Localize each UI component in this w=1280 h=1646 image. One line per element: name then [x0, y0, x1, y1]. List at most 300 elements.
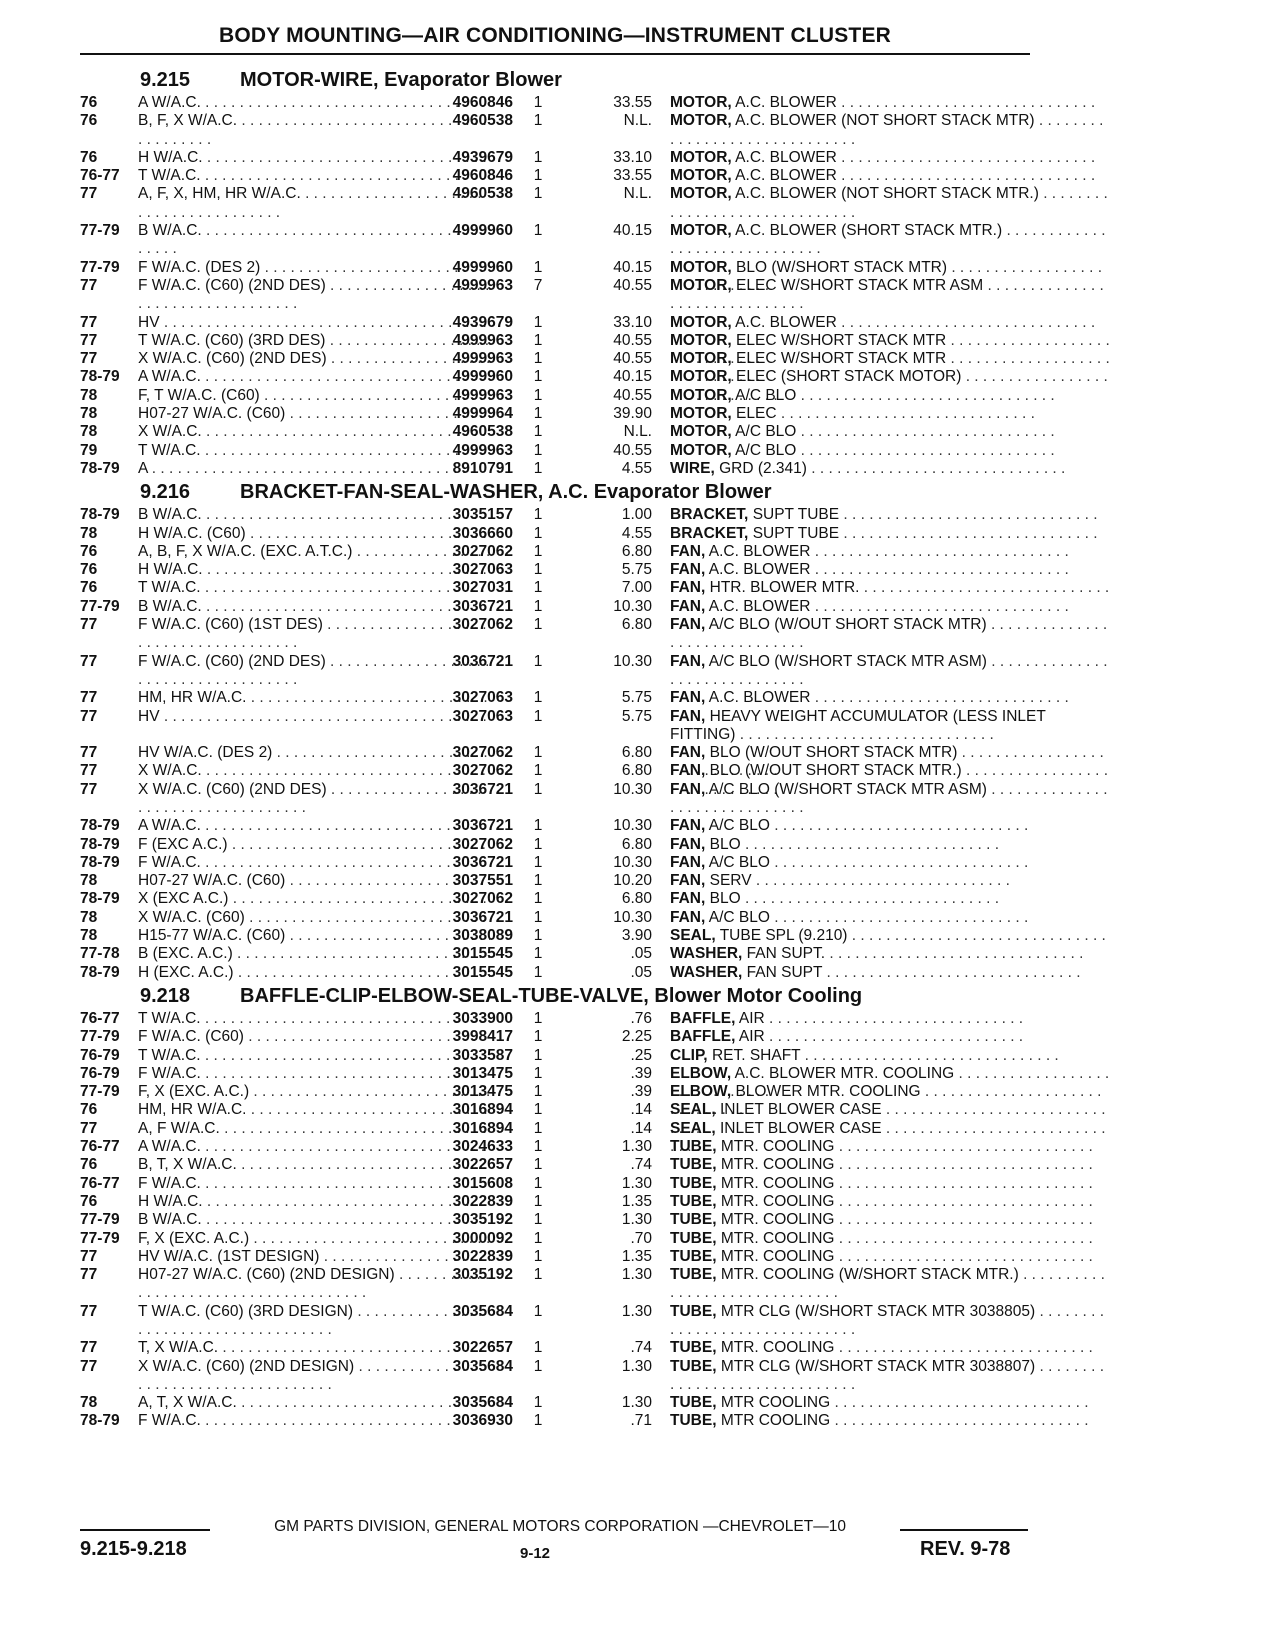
year-cell: 77 [80, 616, 98, 634]
table-row [80, 185, 1040, 222]
part-number-cell: 3027063 [452, 561, 513, 579]
part-name: TUBE, [670, 1211, 717, 1229]
quantity-cell: 1 [533, 313, 543, 331]
section-number: 9.215 [140, 69, 191, 91]
part-description: INLET BLOWER CASE [719, 1101, 882, 1119]
part-description: MTR. COOLING [720, 1247, 835, 1265]
model-cell: A . . . [138, 460, 490, 478]
model-cell: F, T W/A.C. (C60) . . . [138, 387, 490, 405]
part-description: A.C. BLOWER [708, 561, 811, 579]
part-name: MOTOR, [670, 405, 732, 423]
part-number-cell: 4999963 [452, 276, 513, 294]
part-description: A.C. BLOWER [708, 689, 811, 707]
table-row [80, 909, 1040, 927]
quantity-cell: 1 [533, 597, 543, 615]
part-name: ELBOW, [670, 1064, 732, 1082]
price-cell: 40.55 [613, 331, 652, 349]
year-cell: 76 [80, 1101, 98, 1119]
quantity-cell: 1 [533, 1302, 543, 1320]
year-cell: 76 [80, 542, 98, 560]
price-cell: .05 [630, 945, 652, 963]
year-cell: 77 [80, 1266, 98, 1284]
quantity-cell: 1 [533, 1266, 543, 1284]
table-row [80, 350, 1040, 368]
price-cell: 33.55 [613, 94, 652, 111]
description-cell [670, 167, 1110, 185]
model-cell: X (EXC A.C.) . . . [138, 890, 490, 908]
part-number-cell: 3035684 [452, 1394, 513, 1412]
part-number-cell: 3015545 [452, 945, 513, 963]
part-name: BAFFLE, [670, 1028, 736, 1046]
model-cell: F W/A.C. (C60) (1ST DES) . . . [138, 616, 490, 653]
description-cell [670, 1211, 1110, 1229]
table-row [80, 1193, 1040, 1211]
part-name: FAN, [670, 908, 706, 926]
part-name: FAN, [670, 762, 706, 780]
description-cell [670, 1193, 1110, 1211]
price-cell: .39 [630, 1064, 652, 1082]
quantity-cell: 1 [533, 689, 543, 707]
part-name: CLIP, [670, 1046, 708, 1064]
table-row [80, 653, 1040, 690]
year-cell: 78-79 [80, 817, 120, 835]
quantity-cell: 1 [533, 1192, 543, 1210]
table-row [80, 707, 1046, 745]
price-cell: .74 [630, 1156, 652, 1174]
description-cell [670, 836, 1110, 854]
model-cell: F W/A.C. (C60) (2ND DES) . . . [138, 653, 490, 690]
part-name: FAN, [670, 835, 706, 853]
part-description: MTR CLG (W/SHORT STACK MTR 3038805) [720, 1302, 1036, 1320]
part-description: A.C. BLOWER [735, 167, 837, 185]
price-cell: 10.30 [613, 817, 652, 835]
part-name: MOTOR, [670, 313, 732, 331]
part-description: GRD (2.341) [719, 459, 807, 477]
model-cell: F W/A.C. . . . [138, 854, 490, 872]
price-cell: 4.55 [621, 524, 652, 542]
description-cell [670, 277, 1110, 314]
table-row [80, 872, 1040, 890]
description-cell [670, 945, 1110, 963]
part-number-cell: 3024633 [452, 1138, 513, 1156]
model-cell: HM, HR W/A.C. . . . [138, 1101, 490, 1119]
model-cell: H W/A.C. (C60) . . . [138, 525, 490, 543]
table-row [80, 525, 1040, 543]
quantity-cell: 1 [533, 1119, 543, 1137]
price-cell: 5.75 [621, 707, 652, 725]
table-row [80, 1175, 1040, 1193]
table-row [80, 1010, 1040, 1028]
part-description: BLO [709, 835, 741, 853]
year-cell: 76 [80, 579, 98, 597]
quantity-cell: 1 [533, 1174, 543, 1192]
table-row [80, 222, 1040, 259]
part-description: BLO (W/SHORT STACK MTR) [736, 258, 948, 276]
section-heading [80, 478, 1040, 506]
price-cell: 6.80 [621, 744, 652, 762]
quantity-cell: 1 [533, 963, 543, 981]
footer-publisher: GM PARTS DIVISION, GENERAL MOTORS CORPORATION —CHEVROLET—10 [274, 1518, 846, 1535]
price-cell: .76 [630, 1009, 652, 1027]
table-row [80, 405, 1040, 423]
year-cell: 77 [80, 313, 98, 331]
model-cell: F W/A.C. . . . [138, 1065, 490, 1083]
part-number-cell: 4939679 [452, 148, 513, 166]
table-row [80, 94, 1040, 112]
year-cell: 78 [80, 1394, 98, 1412]
model-cell: A, B, F, X W/A.C. (EXC. A.T.C.) . . . [138, 543, 490, 561]
part-name: MOTOR, [670, 167, 732, 185]
part-description: ELEC W/SHORT STACK MTR ASM [736, 276, 984, 294]
part-name: WASHER, [670, 945, 743, 963]
part-description: HEAVY WEIGHT ACCUMULATOR (LESS INLET FITTING) [670, 707, 1046, 743]
model-cell: B W/A.C. . . . [138, 506, 490, 524]
part-name: SEAL, [670, 927, 716, 945]
part-number-cell: 3036721 [452, 597, 513, 615]
table-row [80, 1047, 1040, 1065]
description-cell [670, 781, 1110, 818]
table-row [80, 1412, 1040, 1430]
part-description: SUPT TUBE [752, 506, 840, 524]
part-name: TUBE, [670, 1229, 717, 1247]
year-cell: 77 [80, 652, 98, 670]
quantity-cell: 1 [533, 579, 543, 597]
table-row [80, 423, 1040, 441]
model-cell: B W/A.C. . . . [138, 1211, 490, 1229]
part-number-cell: 3022839 [452, 1247, 513, 1265]
description-cell [670, 1028, 1110, 1046]
part-name: MOTOR, [670, 185, 732, 203]
model-cell: T W/A.C. . . . [138, 1010, 490, 1028]
part-name: MOTOR, [670, 276, 732, 294]
quantity-cell: 1 [533, 1009, 543, 1027]
model-cell: T W/A.C. (C60) (3RD DESIGN) . . . [138, 1303, 490, 1340]
model-cell: HV W/A.C. (DES 2) . . . [138, 744, 490, 762]
model-cell: B W/A.C. . . . [138, 598, 490, 616]
description-cell [670, 1175, 1110, 1193]
part-name: TUBE, [670, 1156, 717, 1174]
year-cell: 77 [80, 1247, 98, 1265]
part-description: A/C BLO (W/OUT SHORT STACK MTR) [708, 616, 987, 634]
price-cell: 3.90 [621, 927, 652, 945]
table-row [80, 836, 1040, 854]
model-cell: X W/A.C. . . . [138, 762, 490, 780]
year-cell: 76-77 [80, 1138, 120, 1156]
quantity-cell: 1 [533, 853, 543, 871]
table-row [80, 781, 1040, 818]
quantity-cell: 1 [533, 94, 543, 111]
year-cell: 76-79 [80, 1046, 120, 1064]
year-cell: 77-79 [80, 258, 120, 276]
table-row [80, 561, 1040, 579]
part-number-cell: 3015545 [452, 963, 513, 981]
part-description: MTR. COOLING [720, 1174, 835, 1192]
year-cell: 78 [80, 386, 98, 404]
part-name: FAN, [670, 707, 706, 725]
price-cell: N.L. [623, 185, 652, 203]
part-name: FAN, [670, 689, 706, 707]
price-cell: 1.35 [621, 1247, 652, 1265]
part-description: A/C BLO [735, 386, 797, 404]
model-cell: X W/A.C. . . . [138, 423, 490, 441]
quantity-cell: 1 [533, 1138, 543, 1156]
quantity-cell: 1 [533, 927, 543, 945]
description-cell [670, 222, 1110, 259]
part-name: TUBE, [670, 1138, 717, 1156]
model-cell: A, T, X W/A.C. . . . [138, 1394, 490, 1412]
part-name: MOTOR, [670, 258, 732, 276]
part-name: TUBE, [670, 1302, 717, 1320]
year-cell: 77 [80, 762, 98, 780]
table-row [80, 1394, 1040, 1412]
part-number-cell: 3022657 [452, 1156, 513, 1174]
quantity-cell: 1 [533, 506, 543, 524]
part-name: SEAL, [670, 1119, 716, 1137]
part-description: A.C. BLOWER MTR. COOLING [734, 1064, 955, 1082]
year-cell: 76-77 [80, 1174, 120, 1192]
part-description: A/C BLO [708, 817, 770, 835]
year-cell: 76-79 [80, 1064, 120, 1082]
description-cell [670, 1358, 1110, 1395]
model-cell: T, X W/A.C. . . . [138, 1339, 490, 1357]
part-name: TUBE, [670, 1266, 717, 1284]
table-row [80, 442, 1040, 460]
part-number-cell: 3035192 [452, 1211, 513, 1229]
part-number-cell: 3027062 [452, 762, 513, 780]
footer-rule-left [80, 1529, 210, 1531]
quantity-cell: 1 [533, 185, 543, 203]
quantity-cell: 1 [533, 459, 543, 477]
description-cell [670, 423, 1110, 441]
model-cell: HV W/A.C. (1ST DESIGN) . . . [138, 1248, 490, 1266]
part-number-cell: 3033587 [452, 1046, 513, 1064]
year-cell: 76 [80, 1156, 98, 1174]
model-cell: T W/A.C. (C60) (3RD DES) . . . [138, 332, 490, 350]
section-heading [80, 66, 1040, 94]
table-row [80, 1266, 1040, 1303]
description-cell [670, 653, 1110, 690]
part-number-cell: 3035192 [452, 1266, 513, 1284]
part-description: A.C. BLOWER [735, 148, 837, 166]
table-row [80, 762, 1040, 780]
part-number-cell: 4960538 [452, 185, 513, 203]
part-number-cell: 3022657 [452, 1339, 513, 1357]
quantity-cell: 1 [533, 524, 543, 542]
price-cell: 10.30 [613, 597, 652, 615]
quantity-cell: 1 [533, 441, 543, 459]
year-cell: 78 [80, 872, 98, 890]
table-row [80, 579, 1040, 597]
quantity-cell: 1 [533, 908, 543, 926]
part-description: FAN SUPT. [746, 945, 826, 963]
year-cell: 77 [80, 689, 98, 707]
table-row [80, 689, 1040, 707]
part-number-cell: 4999963 [452, 441, 513, 459]
part-description: MTR CLG (W/SHORT STACK MTR 3038807) [720, 1357, 1036, 1375]
description-cell [670, 112, 1110, 149]
part-number-cell: 8910791 [452, 459, 513, 477]
price-cell: N.L. [623, 112, 652, 130]
year-cell: 78-79 [80, 853, 120, 871]
year-cell: 76 [80, 148, 98, 166]
quantity-cell: 1 [533, 1156, 543, 1174]
description-cell [670, 872, 1110, 890]
table-row [80, 387, 1040, 405]
part-description: A.C. BLOWER (NOT SHORT STACK MTR) [735, 112, 1035, 130]
year-cell: 77-79 [80, 597, 120, 615]
part-name: MOTOR, [670, 148, 732, 166]
price-cell: .74 [630, 1339, 652, 1357]
price-cell: 1.30 [621, 1138, 652, 1156]
description-cell [670, 1156, 1110, 1174]
model-cell: A W/A.C. . . . [138, 817, 490, 835]
description-cell [670, 460, 1110, 478]
description-cell [670, 525, 1110, 543]
part-number-cell: 4999963 [452, 331, 513, 349]
part-description: MTR COOLING [720, 1394, 831, 1412]
model-cell: A W/A.C. . . . [138, 368, 490, 386]
model-cell: HV . . . [138, 708, 490, 745]
part-number-cell: 3036721 [452, 908, 513, 926]
description-cell [670, 909, 1110, 927]
quantity-cell: 1 [533, 1028, 543, 1046]
quantity-cell: 1 [533, 405, 543, 423]
table-row [80, 1339, 1040, 1357]
table-row [80, 259, 1040, 277]
model-cell: F W/A.C. . . . [138, 1412, 490, 1430]
part-number-cell: 3027063 [452, 707, 513, 725]
table-row [80, 277, 1040, 314]
description-cell [670, 561, 1110, 579]
part-description: A/C BLO [708, 908, 770, 926]
model-cell: HV . . . [138, 314, 490, 332]
year-cell: 77 [80, 331, 98, 349]
description-cell [670, 1047, 1110, 1065]
price-cell: 6.80 [621, 890, 652, 908]
part-number-cell: 4999963 [452, 350, 513, 368]
footer-section-range: 9.215-9.218 [80, 1538, 187, 1560]
price-cell: 10.20 [613, 872, 652, 890]
quantity-cell: 1 [533, 542, 543, 560]
year-cell: 77 [80, 744, 98, 762]
table-row [80, 1028, 1040, 1046]
model-cell: F, X (EXC. A.C.) . . . [138, 1230, 490, 1248]
quantity-cell: 1 [533, 1247, 543, 1265]
part-name: FAN, [670, 597, 706, 615]
part-number-cell: 3035157 [452, 506, 513, 524]
price-cell: .14 [630, 1101, 652, 1119]
table-row [80, 1065, 1040, 1083]
model-cell: B, T, X W/A.C. . . . [138, 1156, 490, 1174]
part-description: A.C. BLOWER [735, 94, 837, 111]
model-cell: A W/A.C. . . . [138, 94, 490, 112]
part-description: A.C. BLOWER (SHORT STACK MTR.) [735, 222, 1003, 240]
year-cell: 78 [80, 524, 98, 542]
price-cell: 6.80 [621, 762, 652, 780]
quantity-cell: 1 [533, 1229, 543, 1247]
part-description: MTR. COOLING [720, 1156, 835, 1174]
part-name: FAN, [670, 561, 706, 579]
footer-rule-right [900, 1529, 1028, 1531]
quantity-cell: 1 [533, 1101, 543, 1119]
model-cell: T W/A.C. . . . [138, 442, 490, 460]
part-number-cell: 3027062 [452, 542, 513, 560]
part-number-cell: 3035684 [452, 1357, 513, 1375]
price-cell: 1.30 [621, 1174, 652, 1192]
table-row [80, 1248, 1040, 1266]
part-number-cell: 3035684 [452, 1302, 513, 1320]
year-cell: 76 [80, 561, 98, 579]
part-name: FAN, [670, 780, 706, 798]
part-number-cell: 3027062 [452, 890, 513, 908]
price-cell: 1.30 [621, 1266, 652, 1284]
part-number-cell: 4999963 [452, 386, 513, 404]
description-cell [670, 94, 1110, 112]
part-description: FAN SUPT [746, 963, 823, 981]
quantity-cell: 1 [533, 872, 543, 890]
description-cell [670, 964, 1110, 982]
part-name: TUBE, [670, 1174, 717, 1192]
part-number-cell: 3027062 [452, 835, 513, 853]
price-cell: 10.30 [613, 652, 652, 670]
table-row [80, 817, 1040, 835]
year-cell: 78-79 [80, 368, 120, 386]
description-cell [670, 387, 1110, 405]
model-cell: X W/A.C. (C60) (2ND DES) . . . [138, 350, 490, 368]
part-name: ELBOW, [670, 1083, 732, 1101]
year-cell: 76-77 [80, 167, 120, 185]
description-cell [670, 442, 1110, 460]
price-cell: 2.25 [621, 1028, 652, 1046]
price-cell: 33.10 [613, 313, 652, 331]
part-name: WIRE, [670, 459, 715, 477]
part-name: TUBE, [670, 1247, 717, 1265]
part-description: MTR. COOLING [720, 1339, 835, 1357]
part-name: BRACKET, [670, 506, 749, 524]
part-description: HTR. BLOWER MTR. [709, 579, 860, 597]
part-number-cell: 3022839 [452, 1192, 513, 1210]
section-number: 9.216 [140, 481, 191, 504]
table-row [80, 1101, 1040, 1119]
quantity-cell: 1 [533, 1412, 543, 1430]
price-cell: .05 [630, 963, 652, 981]
quantity-cell: 1 [533, 258, 543, 276]
year-cell: 77 [80, 780, 98, 798]
model-cell: X W/A.C. (C60) . . . [138, 909, 490, 927]
table-row [80, 854, 1040, 872]
part-name: FAN, [670, 652, 706, 670]
model-cell: H07-27 W/A.C. (C60) . . . [138, 872, 490, 890]
year-cell: 78 [80, 908, 98, 926]
model-cell: H07-27 W/A.C. (C60) . . . [138, 405, 490, 423]
price-cell: 4.55 [621, 459, 652, 477]
part-description: BLOWER MTR. COOLING [735, 1083, 921, 1101]
part-description: A.C. BLOWER (NOT SHORT STACK MTR.) [735, 185, 1039, 203]
part-number-cell: 4939679 [452, 313, 513, 331]
model-cell: F W/A.C. (C60) . . . [138, 1028, 490, 1046]
table-row [80, 744, 1040, 762]
quantity-cell: 1 [533, 744, 543, 762]
description-cell [670, 1138, 1110, 1156]
quantity-cell: 1 [533, 762, 543, 780]
year-cell: 77 [80, 350, 98, 368]
price-cell: 6.80 [621, 835, 652, 853]
part-name: MOTOR, [670, 368, 732, 386]
quantity-cell: 1 [533, 1339, 543, 1357]
table-row [80, 167, 1040, 185]
part-description: MTR. COOLING [720, 1138, 835, 1156]
price-cell: 1.00 [621, 506, 652, 524]
